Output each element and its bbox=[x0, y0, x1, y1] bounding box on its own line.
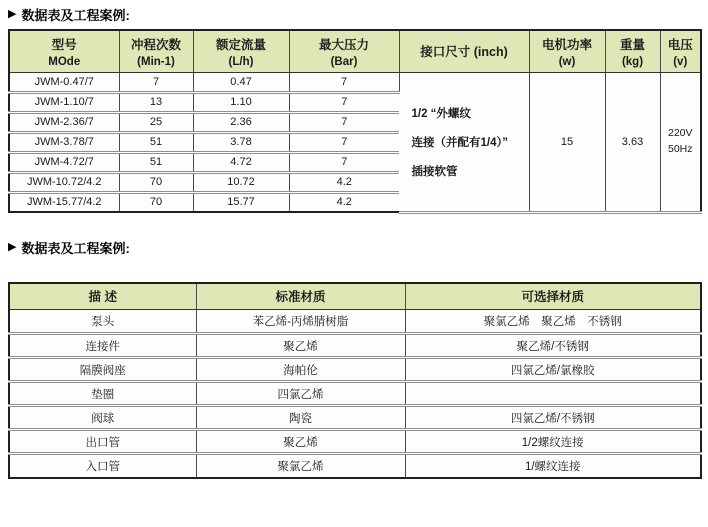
stroke-rate-cell: 13 bbox=[119, 92, 193, 112]
optional-material-cell: 四氯乙烯/氯橡胶 bbox=[405, 358, 701, 382]
description-cell: 出口管 bbox=[9, 430, 196, 454]
standard-material-cell: 聚氯乙烯 bbox=[196, 454, 405, 478]
section1-title-text: 数据表及工程案例: bbox=[21, 8, 130, 23]
material-row bbox=[9, 310, 701, 334]
max-pressure-cell: 4.2 bbox=[289, 192, 399, 212]
stroke-rate-cell: 51 bbox=[119, 152, 193, 172]
spec-header-row bbox=[9, 30, 701, 72]
spec-row bbox=[9, 72, 701, 92]
interface-line: 1/2 “外螺纹 bbox=[411, 107, 471, 120]
pump-spec-table bbox=[8, 29, 702, 214]
max-pressure-cell: 7 bbox=[289, 92, 399, 112]
section2-title-text: 数据表及工程案例: bbox=[21, 240, 130, 256]
optional-material-cell: 1/螺纹连接 bbox=[405, 454, 701, 478]
max-pressure-cell: 7 bbox=[289, 72, 399, 92]
model-cell: JWM-4.72/7 bbox=[9, 152, 119, 172]
weight-cell: 3.63 bbox=[605, 72, 660, 212]
col-header-max-pressure: 最大压力 (Bar) bbox=[289, 30, 399, 72]
voltage-line: 220V bbox=[667, 127, 693, 140]
stroke-rate-cell: 51 bbox=[119, 132, 193, 152]
rated-flow-cell: 1.10 bbox=[193, 92, 289, 112]
material-row bbox=[9, 382, 701, 406]
col-header-optional-material: 可选择材质 bbox=[405, 283, 701, 310]
motor-power-cell: 15 bbox=[529, 72, 605, 212]
col-header-weight: 重量 (kg) bbox=[605, 30, 660, 72]
standard-material-cell: 苯乙烯-丙烯腈树脂 bbox=[196, 310, 405, 334]
standard-material-cell: 聚乙烯 bbox=[196, 334, 405, 358]
description-cell: 连接件 bbox=[9, 334, 196, 358]
standard-material-cell: 四氯乙烯 bbox=[196, 382, 405, 406]
standard-material-cell: 陶瓷 bbox=[196, 406, 405, 430]
col-header-voltage: 电压 (v) bbox=[660, 30, 701, 72]
rated-flow-cell: 3.78 bbox=[193, 132, 289, 152]
material-row bbox=[9, 430, 701, 454]
section2-title bbox=[8, 239, 700, 256]
standard-material-cell: 聚乙烯 bbox=[196, 430, 405, 454]
col-header-standard-material: 标准材质 bbox=[196, 283, 405, 310]
description-cell: 阀球 bbox=[9, 406, 196, 430]
rated-flow-cell: 0.47 bbox=[193, 72, 289, 92]
col-header-model: 型号 MOde bbox=[9, 30, 119, 72]
model-cell: JWM-3.78/7 bbox=[9, 132, 119, 152]
model-cell: JWM-15.77/4.2 bbox=[9, 192, 119, 212]
materials-table bbox=[8, 282, 702, 479]
rated-flow-cell: 4.72 bbox=[193, 152, 289, 172]
material-row bbox=[9, 334, 701, 358]
section1-title bbox=[8, 6, 700, 23]
materials-header-row bbox=[9, 283, 701, 310]
max-pressure-cell: 7 bbox=[289, 152, 399, 172]
stroke-rate-cell: 7 bbox=[119, 72, 193, 92]
material-row bbox=[9, 358, 701, 382]
max-pressure-cell: 7 bbox=[289, 132, 399, 152]
model-cell: JWM-10.72/4.2 bbox=[9, 172, 119, 192]
stroke-rate-cell: 70 bbox=[119, 172, 193, 192]
optional-material-cell: 1/2螺纹连接 bbox=[405, 430, 701, 454]
col-header-rated-flow: 额定流量 (L/h) bbox=[193, 30, 289, 72]
voltage-line: 50Hz bbox=[667, 142, 693, 155]
max-pressure-cell: 7 bbox=[289, 112, 399, 132]
description-cell: 泵头 bbox=[9, 310, 196, 334]
standard-material-cell: 海帕伦 bbox=[196, 358, 405, 382]
model-cell: JWM-0.47/7 bbox=[9, 72, 119, 92]
rated-flow-cell: 2.36 bbox=[193, 112, 289, 132]
material-row bbox=[9, 406, 701, 430]
interface-size-cell bbox=[399, 72, 529, 212]
interface-line: 插接软管 bbox=[411, 165, 458, 178]
col-header-interface-size: 接口尺寸 (inch) bbox=[399, 30, 529, 72]
rated-flow-cell: 10.72 bbox=[193, 172, 289, 192]
max-pressure-cell: 4.2 bbox=[289, 172, 399, 192]
col-header-stroke-rate: 冲程次数 (Min-1) bbox=[119, 30, 193, 72]
voltage-cell bbox=[660, 72, 701, 212]
optional-material-cell bbox=[405, 382, 701, 406]
stroke-rate-cell: 70 bbox=[119, 192, 193, 212]
model-cell: JWM-2.36/7 bbox=[9, 112, 119, 132]
description-cell: 隔膜阀座 bbox=[9, 358, 196, 382]
right-triangle-icon: ▶ bbox=[8, 8, 17, 20]
optional-material-cell: 聚乙烯/不锈钢 bbox=[405, 334, 701, 358]
stroke-rate-cell: 25 bbox=[119, 112, 193, 132]
description-cell: 垫圈 bbox=[9, 382, 196, 406]
col-header-description: 描 述 bbox=[9, 283, 196, 310]
col-header-motor-power: 电机功率 (w) bbox=[529, 30, 605, 72]
interface-line: 连接（并配有1/4）” bbox=[411, 136, 508, 149]
description-cell: 入口管 bbox=[9, 454, 196, 478]
rated-flow-cell: 15.77 bbox=[193, 192, 289, 212]
model-cell: JWM-1.10/7 bbox=[9, 92, 119, 112]
right-triangle-icon: ▶ bbox=[8, 240, 17, 253]
optional-material-cell: 聚氯乙烯 聚乙烯 不锈钢 bbox=[405, 310, 701, 334]
material-row bbox=[9, 454, 701, 478]
optional-material-cell: 四氯乙烯/不锈钢 bbox=[405, 406, 701, 430]
